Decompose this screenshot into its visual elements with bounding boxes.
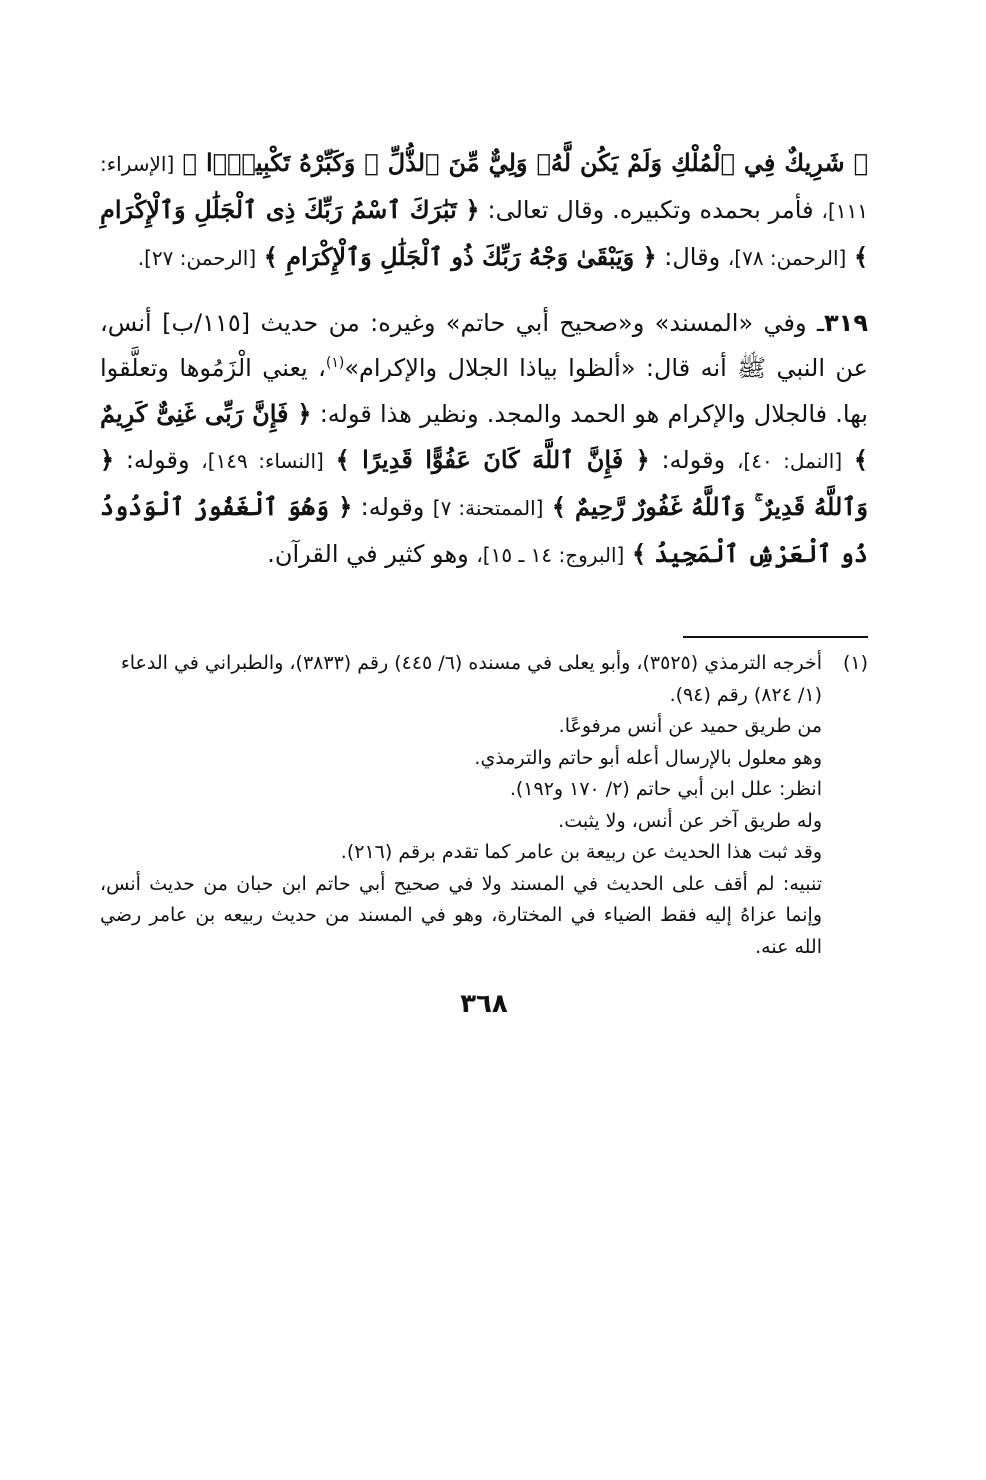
quran-verse: ﴿ وَهُوَ ٱلْغَفُورُ ٱلْوَدُودُ ذُو ٱلْعَرْشِ ٱلْمَجِيدُ ﴾: [100, 492, 868, 568]
quran-verse: ﴿ وَيَبْقَىٰ وَجْهُ رَبِّكَ ذُو ٱلْجَلَٰلِ وَٱلْإِكْرَامِ ﴾: [263, 242, 657, 271]
verse-reference: [الرحمن: ٢٧].: [137, 246, 257, 270]
verse-reference: [الممتحنة: ٧]: [432, 496, 544, 520]
page-number: ٣٦٨: [460, 989, 508, 1019]
body-text: وقوله:: [661, 446, 726, 474]
footnote-line: انظر: علل ابن أبي حاتم (٢/ ١٧٠ و١٩٢).: [509, 778, 822, 800]
main-text: [100, 140, 868, 578]
footnote-line: من طريق حميد عن أنس مرفوعًا.: [558, 715, 822, 737]
footnote-note: تنبيه: لم أقف على الحديث في المسند ولا في صحيح أبي حاتم ابن حبان من حديث أنس، وإنما عزاهُ إليه فقط الضياء في المختارة، وهو في المسند من حديث ربيعه بن عامر رضي الله عنه.: [100, 872, 822, 958]
quran-verse: ﴿ تَبَٰرَكَ ٱسْمُ رَبِّكَ ذِى ٱلْجَلَٰلِ وَٱلْإِكْرَامِ ﴾: [100, 195, 868, 271]
body-text: ـ وفي «المسند» و«صحيح أبي حاتم» وغيره: من حديث [١١٥/ب] أنس، عن النبي ﷺ أنه قال: «ألظوا بياذا الجلال والإكرام»: [100, 309, 868, 382]
footnotes: [100, 648, 868, 963]
footnote-line: وهو معلول بالإرسال أعله أبو حاتم والترمذي.: [474, 746, 822, 769]
hadith-number: ٣١٩: [824, 309, 868, 337]
footnote-separator: [683, 636, 868, 638]
footnote-line: وله طريق آخر عن أنس، ولا يثبت.: [558, 809, 822, 832]
quran-verse: ﴿ فَإِنَّ ٱللَّهَ كَانَ عَفُوًّا قَدِيرًا ﴾: [335, 445, 650, 474]
verse-reference: [الإسراء: ١١١]،: [100, 152, 869, 223]
verse-reference: [البروج: ١٤ ـ ١٥]،: [476, 543, 625, 567]
intro-paragraph: [100, 140, 868, 281]
body-text: وقال:: [664, 243, 721, 271]
verse-reference: [الرحمن: ٧٨]،: [727, 246, 847, 270]
quran-verse: ﴿ وَٱللَّهُ قَدِيرٌ ۚ وَٱللَّهُ غَفُورٌ رَّحِيمٌ ﴾: [100, 445, 868, 521]
quran-verse: ﴿ فَإِنَّ رَبِّى غَنِىٌّ كَرِيمٌ ﴾: [100, 399, 868, 474]
footnote-number: (١): [842, 652, 868, 674]
body-text: ، يعني الْزَمُوها وتعلَّقوا بها. فالجلال والإكرام هو الحمد والمجد. ونظير هذا قوله:: [100, 354, 868, 428]
book-page: [100, 140, 868, 1019]
footnote-reference: (١): [325, 355, 345, 371]
hadith-paragraph: [100, 301, 868, 578]
quran-verse: ﴿ شَرِيكٌ فِي ٱلْمُلْكِ وَلَمْ يَكُن لَّهُۥ وَلِيٌّ مِّنَ ٱلذُّلِّ ۖ وَكَبِّرْهُ تَكْبِيرًۢا ﴾: [182, 148, 868, 177]
body-text: فأمر بحمده وتكبيره. وقال تعالى:: [487, 196, 814, 224]
body-text: وقوله:: [125, 446, 190, 474]
footnote-item: [100, 648, 868, 711]
footnote-line: وقد ثبت هذا الحديث عن ربيعة بن عامر كما تقدم برقم (٢١٦).: [340, 841, 822, 863]
verse-reference: [النمل: ٤٠]،: [736, 449, 843, 473]
footnote-text: أخرجه الترمذي (٣٥٢٥)، وأبو يعلى في مسنده (٦/ ٤٤٥) رقم (٣٨٣٣)، والطبراني في الدعاء (١/ ٨٢٤) رقم (٩٤).: [120, 652, 822, 706]
body-text: وهو كثير في القرآن.: [267, 540, 469, 568]
verse-reference: [النساء: ١٤٩]،: [201, 449, 324, 473]
body-text: وقوله:: [360, 493, 425, 521]
